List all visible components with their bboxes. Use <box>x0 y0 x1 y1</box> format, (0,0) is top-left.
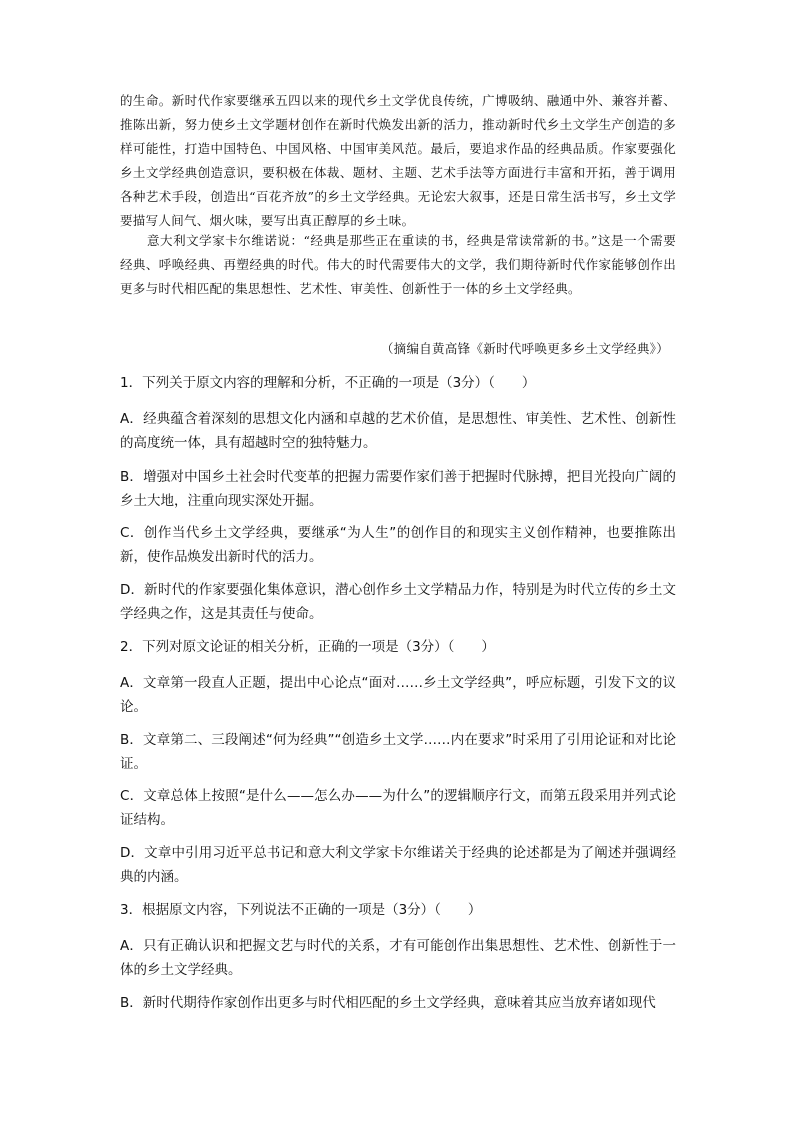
question-2-option-b: B．文章第二、三段阐述“何为经典”“创造乡土文学……内在要求”时采用了引用论证和对比论证。 <box>120 732 676 772</box>
question-3-option-a: A．只有正确认识和把握文艺与时代的关系，才有可能创作出集思想性、艺术性、创新性于一体的乡土文学经典。 <box>120 938 676 978</box>
question-2-stem: 2．下列对原文论证的相关分析，正确的一项是（3分）（ ） <box>120 639 495 655</box>
question-1-stem: 1．下列关于原文内容的理解和分析，不正确的一项是（3分）（ ） <box>120 375 536 391</box>
passage-paragraph-1: 的生命。新时代作家要继承五四以来的现代乡土文学优良传统，广博吸纳、融通中外、兼容并蓄、推陈出新，努力使乡土文学题材创作在新时代焕发出新的活力，推动新时代乡土文学生产创造的多样可能性，打造中国特色、中国风格、中国审美风范。最后，要追求作品的经典品质。作家要强化乡土文学经典创造意识，要积极在体裁、题材、主题、艺术手法等方面进行丰富和开拓，善于调用各种艺术手段，创造出“百花齐放”的乡土文学经典。无论宏大叙事，还是日常生活书写，乡土文学要描写人间气、烟火味，要写出真正醇厚的乡土味。 <box>120 93 676 228</box>
question-2-option-c: C．文章总体上按照“是什么——怎么办——为什么”的逻辑顺序行文，而第五段采用并列式论证结构。 <box>120 788 676 828</box>
passage-paragraph-2: 意大利文学家卡尔维诺说：“经典是那些正在重读的书，经典是常读常新的书。”这是一个需要经典、呼唤经典、再塑经典的时代。伟大的时代需要伟大的文学，我们期待新时代作家能够创作出更多与时代相匹配的集思想性、艺术性、审美性、创新性于一体的乡土文学经典。 <box>120 233 676 296</box>
question-1-option-a: A．经典蕴含着深刻的思想文化内涵和卓越的艺术价值，是思想性、审美性、艺术性、创新性的高度统一体，具有超越时空的独特魅力。 <box>120 411 676 451</box>
question-3-stem: 3．根据原文内容，下列说法不正确的一项是（3分）（ ） <box>120 902 482 918</box>
question-2-option-a: A．文章第一段直人正题，提出中心论点“面对……乡土文学经典”，呼应标题，引发下文的议论。 <box>120 675 676 715</box>
question-1-option-c: C．创作当代乡土文学经典，要继承“为人生”的创作目的和现实主义创作精神，也要推陈出新，使作品焕发出新时代的活力。 <box>120 525 676 565</box>
question-3-option-b: B．新时代期待作家创作出更多与时代相匹配的乡土文学经典，意味着其应当放弃诸如现代 <box>120 995 656 1011</box>
source-citation: （摘编自黄高锋《新时代呼唤更多乡土文学经典》） <box>380 341 669 356</box>
question-2-option-d: D．文章中引用习近平总书记和意大利文学家卡尔维诺关于经典的论述都是为了阐述并强调经典的内涵。 <box>120 845 676 885</box>
question-1-option-b: B．增强对中国乡土社会时代变革的把握力需要作家们善于把握时代脉搏，把目光投向广阔的乡土大地，注重向现实深处开掘。 <box>120 469 676 509</box>
question-1-option-d: D．新时代的作家要强化集体意识，潜心创作乡土文学精品力作，特别是为时代立传的乡土文学经典之作，这是其责任与使命。 <box>120 582 676 622</box>
